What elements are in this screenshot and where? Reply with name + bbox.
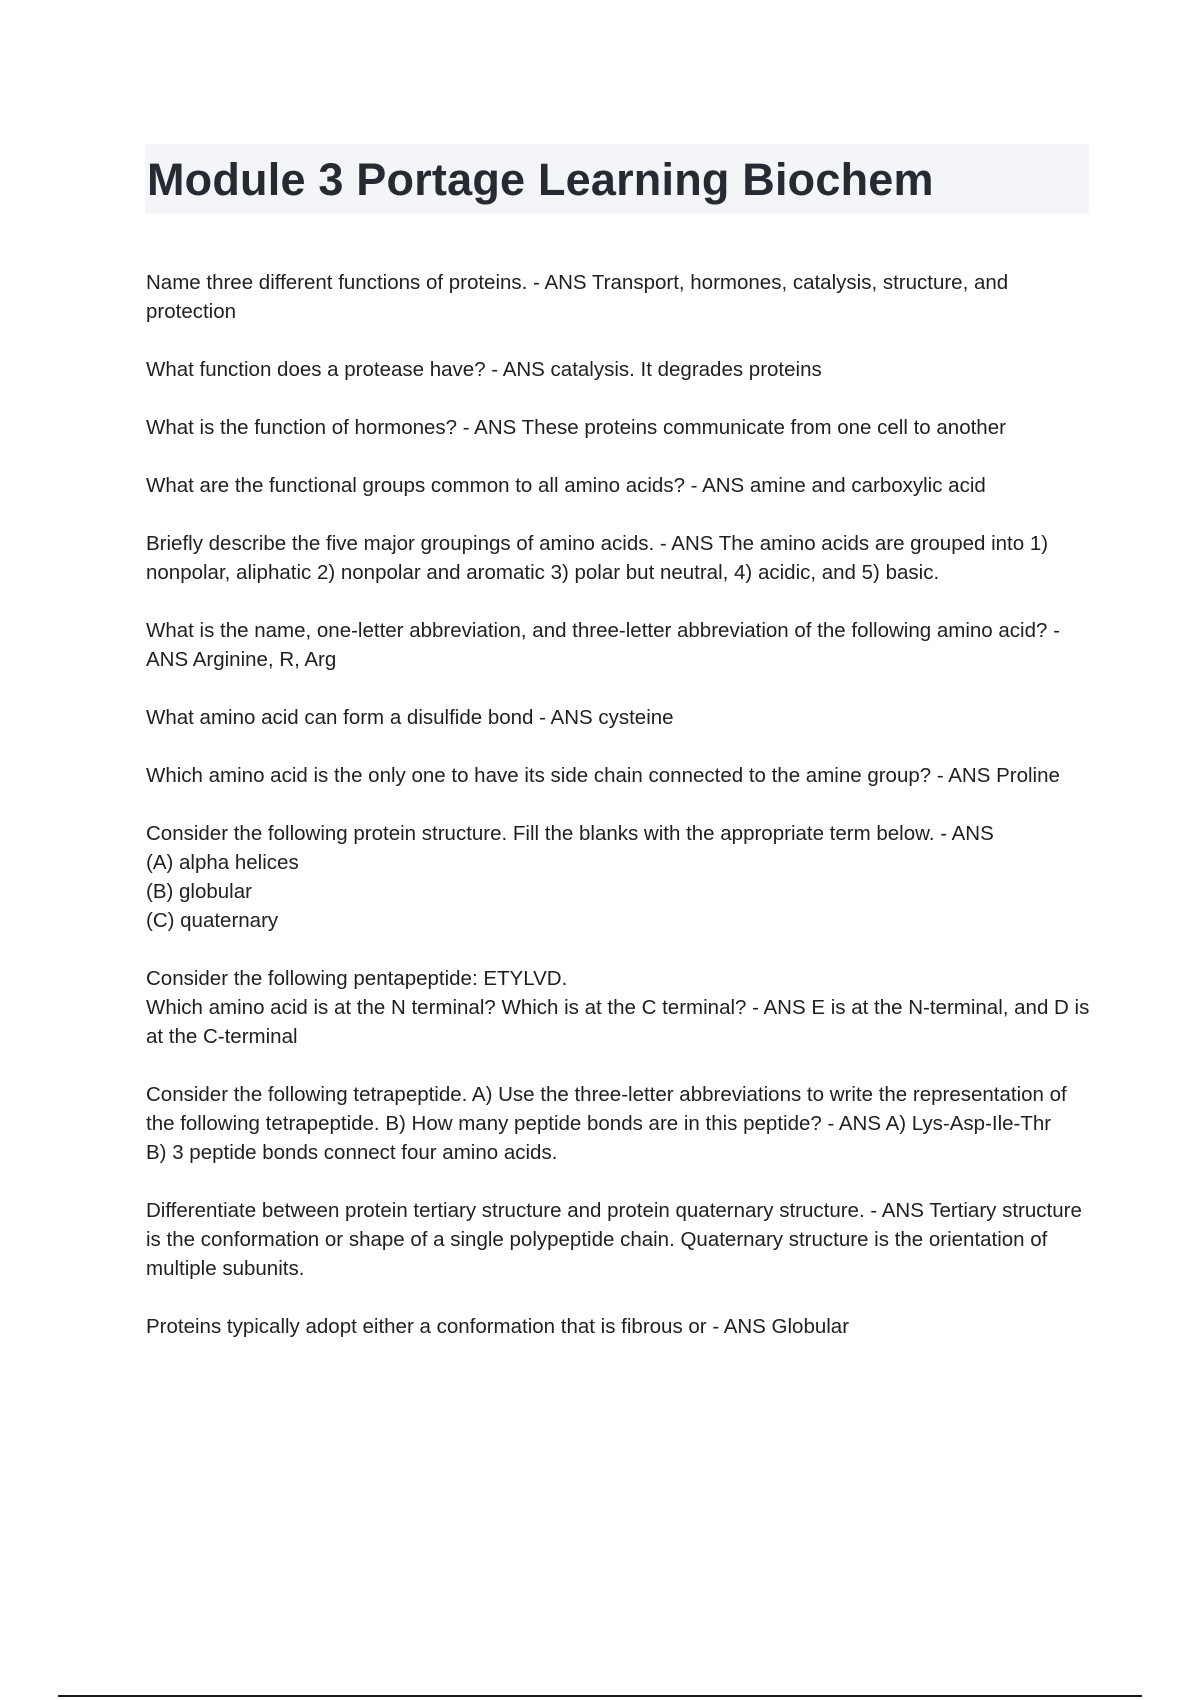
qa-text: What are the functional groups common to all amino acids? - ANS amine and carboxylic acid xyxy=(146,474,986,497)
qa-text: What is the function of hormones? - ANS These proteins communicate from one cell to another xyxy=(146,416,1006,439)
document-title: Module 3 Portage Learning Biochem xyxy=(147,153,934,205)
qa-text: Proteins typically adopt either a conformation that is fibrous or - ANS Globular xyxy=(146,1315,850,1338)
qa-text: Consider the following tetrapeptide. A) Use the three-letter abbreviations to write the representation of the following tetrapeptide. B) How many peptide bonds are in this peptide? - ANS A) Lys-Asp-Ile-Thr xyxy=(146,1083,1067,1135)
qa-item xyxy=(146,413,1094,442)
qa-item xyxy=(146,964,1094,1051)
qa-item xyxy=(146,529,1094,587)
qa-text: Consider the following pentapeptide: ETYLVD. xyxy=(146,967,568,990)
qa-answer-line: (B) globular xyxy=(146,880,252,903)
qa-item xyxy=(146,616,1094,674)
qa-text: Name three different functions of proteins. - ANS Transport, hormones, catalysis, structure, and protection xyxy=(146,271,1009,323)
qa-item xyxy=(146,471,1094,500)
qa-item xyxy=(146,761,1094,790)
qa-answer-line: (C) quaternary xyxy=(146,909,279,932)
qa-text: Consider the following protein structure. Fill the blanks with the appropriate term below. - ANS xyxy=(146,822,994,845)
qa-item xyxy=(146,355,1094,384)
page-bottom-rule xyxy=(58,1695,1142,1697)
title-banner xyxy=(145,144,1089,214)
qa-text: What amino acid can form a disulfide bond - ANS cysteine xyxy=(146,706,674,729)
qa-item xyxy=(146,1312,1094,1341)
qa-answer-line: (A) alpha helices xyxy=(146,851,299,874)
qa-item xyxy=(146,1080,1094,1167)
qa-answer-line: B) 3 peptide bonds connect four amino acids. xyxy=(146,1141,558,1164)
qa-text: What is the name, one-letter abbreviation, and three-letter abbreviation of the following amino acid? - ANS Arginine, R, Arg xyxy=(146,619,1060,671)
qa-item xyxy=(146,268,1094,326)
qa-text: What function does a protease have? - ANS catalysis. It degrades proteins xyxy=(146,358,822,381)
qa-text: Briefly describe the five major groupings of amino acids. - ANS The amino acids are grouped into 1) nonpolar, aliphatic 2) nonpolar and aromatic 3) polar but neutral, 4) acidic, and 5) basic. xyxy=(146,532,1049,584)
qa-text: Which amino acid is the only one to have its side chain connected to the amine group? - ANS Proline xyxy=(146,764,1060,787)
qa-text: Which amino acid is at the N terminal? Which is at the C terminal? - ANS E is at the N-terminal, and D is at the C-terminal xyxy=(146,996,1090,1048)
qa-item xyxy=(146,1196,1094,1283)
qa-list xyxy=(146,268,1094,1370)
qa-text: Differentiate between protein tertiary structure and protein quaternary structure. - ANS Tertiary structure is the conformation or shape of a single polypeptide chain. Quaternary structure is the orientation of multiple subunits. xyxy=(146,1199,1082,1280)
qa-item xyxy=(146,819,1094,935)
qa-item xyxy=(146,703,1094,732)
